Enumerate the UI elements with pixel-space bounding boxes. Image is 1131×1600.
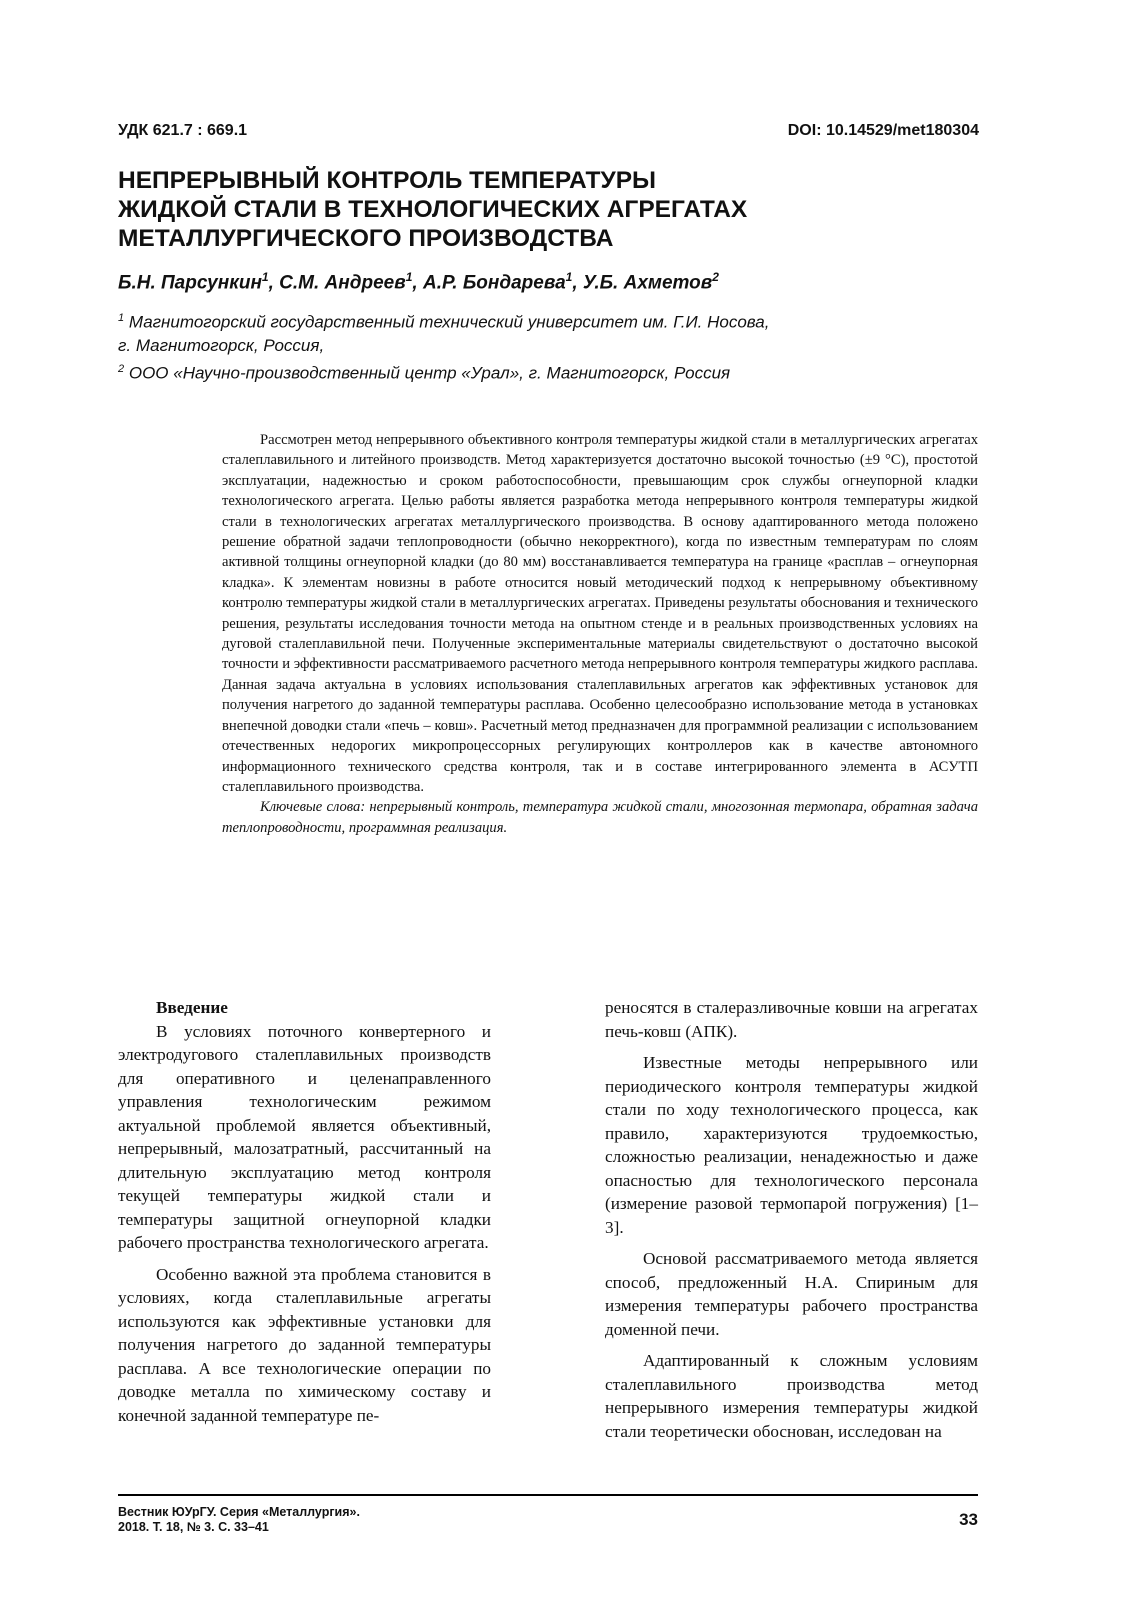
title-line: МЕТАЛЛУРГИЧЕСКОГО ПРОИЗВОДСТВА xyxy=(118,225,614,252)
keywords: Ключевые слова: непрерывный контроль, температура жидкой стали, многозонная термопара, обратная задача теплопроводности, программная реализация. xyxy=(222,799,978,836)
paragraph: Адаптированный к сложным условиям сталеплавильного производства метод непрерывного измерения температуры жидкой стали теоретически обоснован, исследован на xyxy=(605,1351,978,1441)
footer-citation xyxy=(118,1505,360,1535)
journal-name: Вестник ЮУрГУ. Серия «Металлургия». xyxy=(118,1505,360,1519)
author-affiliation-mark: 2 xyxy=(712,270,719,284)
body-column-right xyxy=(605,996,978,1443)
author-affiliation-mark: 1 xyxy=(261,270,269,284)
affiliation-1-city: г. Магнитогорск, Россия, xyxy=(118,336,325,356)
affiliation-1: $^1$ Магнитогорский государственный технический университет им. Г.И. Носова, xyxy=(118,312,770,332)
udk-code: УДК 621.7 : 669.1 xyxy=(118,122,248,139)
article-title xyxy=(118,166,998,253)
affiliations xyxy=(118,307,998,385)
journal-issue: 2018. Т. 18, № 3. С. 33–41 xyxy=(118,1520,269,1534)
body-column-left xyxy=(118,996,491,1427)
footer-rule xyxy=(118,1494,978,1496)
paragraph: Особенно важной эта проблема становится в условиях, когда сталеплавильные агрегаты используются как эффективные установки для получения нагретого до заданной температуры расплава. А все технологические операции по доводке металла по химическому составу и конечной заданной температуре пе- xyxy=(118,1264,491,1425)
abstract-text: Рассмотрен метод непрерывного объективного контроля температуры жидкой стали в металлургических агрегатах сталеплавильного и литейного производств. Метод характеризуется достаточно высокой точностью (±9 °С), простотой эксплуатации, надежностью и сроком работоспособности, превышающим срок службы огнеупорной кладки технологического агрегата. Целью работы является разработка метода непрерывного контроля температуры жидкой стали в технологических агрегатах металлургического производства. В основу адаптированного метода положено решение обратной задачи теплопроводности (обычно некорректного), когда по известным температурам по слоям активной толщины огнеупорной кладки (до 80 мм) восстанавливается температура на границе «расплав – огнеупорная кладка». К элементам новизны в работе относится новый методический подход к непрерывному объективному контролю температуры жидкой стали в металлургических агрегатах. Приведены результаты обоснования и технического решения, результаты исследования точности метода на опытном стенде и в реальных производственных условиях на дуговой сталеплавильной печи. Полученные экспериментальные материалы свидетельствуют о достаточно высокой точности и эффективности рассматриваемого расчетного метода непрерывного контроля температуры жидкого расплава. Данная задача актуальна в условиях использования сталеплавильных агрегатов как эффективных установок для получения нагретого до заданной температуры расплава. Особенно целесообразно использование метода в установках внепечной доводки стали «печь – ковш». Расчетный метод предназначен для программной реализации с использованием отечественных недорогих микропроцессорных регулирующих контроллеров как в качестве автономного информационного технического средства контроля, так и в составе интегрированного элемента в АСУТП сталеплавильного производства. xyxy=(222,432,978,795)
author-name: А.Р. Бондарева xyxy=(422,272,566,294)
title-line: ЖИДКОЙ СТАЛИ В ТЕХНОЛОГИЧЕСКИХ АГРЕГАТАХ xyxy=(118,196,748,223)
paragraph: Основой рассматриваемого метода является способ, предложенный Н.А. Спириным для измерения температуры рабочего пространства доменной печи. xyxy=(605,1249,978,1339)
page-number: 33 xyxy=(959,1510,978,1529)
author-name: Б.Н. Парсункин xyxy=(118,272,262,294)
author-name: С.М. Андреев xyxy=(279,272,406,294)
paragraph-continued: реносятся в сталеразливочные ковши на агрегатах печь-ковш (АПК). xyxy=(605,998,978,1041)
affiliation-2: $^2$ ООО «Научно-производственный центр «Урал», г. Магнитогорск, Россия xyxy=(118,362,731,383)
author-name: У.Б. Ахметов xyxy=(582,272,713,294)
title-line: НЕПРЕРЫВНЫЙ КОНТРОЛЬ ТЕМПЕРАТУРЫ xyxy=(118,167,657,194)
doi: DOI: 10.14529/met180304 xyxy=(787,122,979,139)
paragraph: В условиях поточного конвертерного и электродугового сталеплавильных производств для оперативного и целенаправленного управления технологическим режимом актуальной проблемой является объективный, непрерывный, малозатратный, рассчитанный на длительную эксплуатацию метод контроля текущей температуры жидкой стали и температуры защитной огнеупорной кладки рабочего пространства технологического агрегата. xyxy=(118,1021,491,1252)
author-affiliation-mark: 1 xyxy=(565,270,573,284)
section-heading-introduction: Введение xyxy=(156,998,228,1017)
author-affiliation-mark: 1 xyxy=(405,270,413,284)
paragraph: Известные методы непрерывного или периодического контроля температуры жидкой стали по ходу технологического процесса, как правило, характеризуются трудоемкостью, сложностью реализации, ненадежностью и даже опасностью для технологического персонала (измерение разовой термопарой погружения) [1–3]. xyxy=(605,1053,978,1237)
authors: Б.Н. Парсункин$^1$, С.М. Андреев$^1$, А.Р. Бондарева$^1$, У.Б. Ахметов$^2$ xyxy=(118,270,719,294)
abstract xyxy=(222,430,978,838)
